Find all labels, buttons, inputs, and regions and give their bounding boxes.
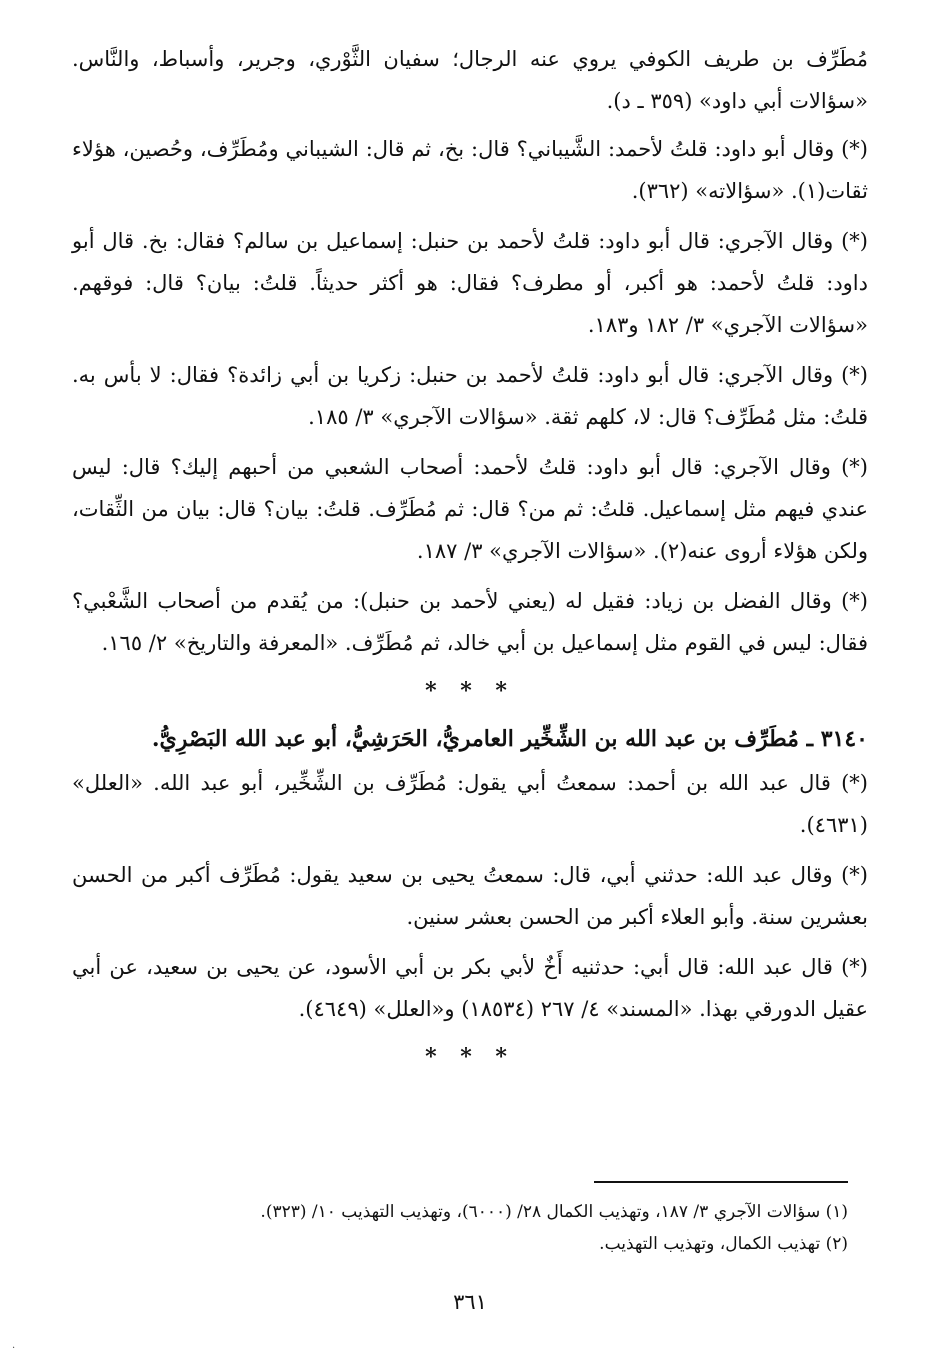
footnote-divider	[594, 1181, 848, 1183]
paragraph-ajurri-zakariya: (*) وقال الآجري: قال أبو داود: قلتُ لأحمد بن حنبل: زكريا بن أبي زائدة؟ فقال: لا بأس به. قلتُ: مثل مُطَرِّف؟ قال: لا، كلهم ثقة. «سؤالات الآجري» ٣/ ١٨٥.	[72, 363, 868, 429]
paragraph-entry-2: (*) وقال عبد الله: حدثني أبي، قال: سمعتُ يحيى بن سعيد يقول: مُطَرِّف أكبر من الحسن بعشرين سنة. وأبو العلاء أكبر من الحسن بعشر سنين.	[72, 863, 868, 929]
margin-mark: .	[12, 1340, 16, 1351]
paragraph-entry-3: (*) قال عبد الله: قال أبي: حدثنيه أَخٌ لأبي بكر بن أبي الأسود، عن يحيى بن سعيد، عن أبي عقيل الدورقي بهذا. «المسند» ٤/ ٢٦٧ (١٨٥٣٤) و«العلل» (٤٦٤٩).	[72, 955, 868, 1021]
paragraph-ajurri-ismail: (*) وقال الآجري: قال أبو داود: قلتُ لأحمد بن حنبل: إسماعيل بن سالم؟ فقال: بخ. قال أبو داود: قلتُ لأحمد: هو أكبر، أو مطرف؟ فقال: هو أكثر حديثاً. قلتُ: بيان؟ قال: فوقهم. «سؤالات الآجري» ٣/ ١٨٢ و١٨٣.	[72, 229, 868, 337]
page-number: ٣٦١	[453, 1290, 487, 1314]
entry-heading: ٣١٤٠ ـ مُطَرِّف بن عبد الله بن الشِّخِّير العامريُّ، الحَرَشِيُّ، أبو عبد الله البَصْرِيُّ.	[151, 726, 868, 752]
paragraph-entry-1: (*) قال عبد الله بن أحمد: سمعتُ أبي يقول: مُطَرِّف بن الشِّخِّير، أبو عبد الله. «العلل» (٤٦٣١).	[72, 771, 868, 837]
page-body	[72, 38, 868, 1084]
footnote-1: (١) سؤالات الآجري ٣/ ١٨٧، وتهذيب الكمال ٢٨/ (٦٠٠٠)، وتهذيب التهذيب ١٠/ (٣٢٣).	[260, 1202, 848, 1222]
paragraph-abu-dawud-shaybani: (*) وقال أبو داود: قلتُ لأحمد: الشَّيباني؟ قال: بخ، ثم قال: الشيباني ومُطَرِّف، وحُصين، هؤلاء ثقات(١). «سؤالاته» (٣٦٢).	[72, 137, 868, 203]
section-separator-end: * * *	[425, 1044, 515, 1070]
section-separator: * * *	[425, 678, 515, 704]
paragraph-fadl-ibn-ziyad: (*) وقال الفضل بن زياد: فقيل له (يعني لأحمد بن حنبل): من يُقدم من أصحاب الشَّعْبي؟ فقال: ليس في القوم مثل إسماعيل بن أبي خالد، ثم مُطَرِّف. «المعرفة والتاريخ» ٢/ ١٦٥.	[72, 589, 868, 655]
paragraph-ajurri-shabi: (*) وقال الآجري: قال أبو داود: قلتُ لأحمد: أصحاب الشعبي من أحبهم إليك؟ قال: ليس عندي فيهم مثل إسماعيل. قلتُ: ثم من؟ قال: ثم مُطَرِّف. قلتُ: بيان؟ قال: بيان من الثِّقات، ولكن هؤلاء أروى عنه(٢). «سؤالات الآجري» ٣/ ١٨٧.	[72, 455, 868, 563]
footnote-2: (٢) تهذيب الكمال، وتهذيب التهذيب.	[599, 1234, 848, 1254]
footnotes	[72, 1196, 848, 1260]
paragraph-continuation: مُطَرِّف بن طريف الكوفي يروي عنه الرجال؛ سفيان الثَّوْري، وجرير، وأسباط، والنَّاس. «سؤالات أبي داود» (٣٥٩ ـ د).	[72, 47, 868, 113]
